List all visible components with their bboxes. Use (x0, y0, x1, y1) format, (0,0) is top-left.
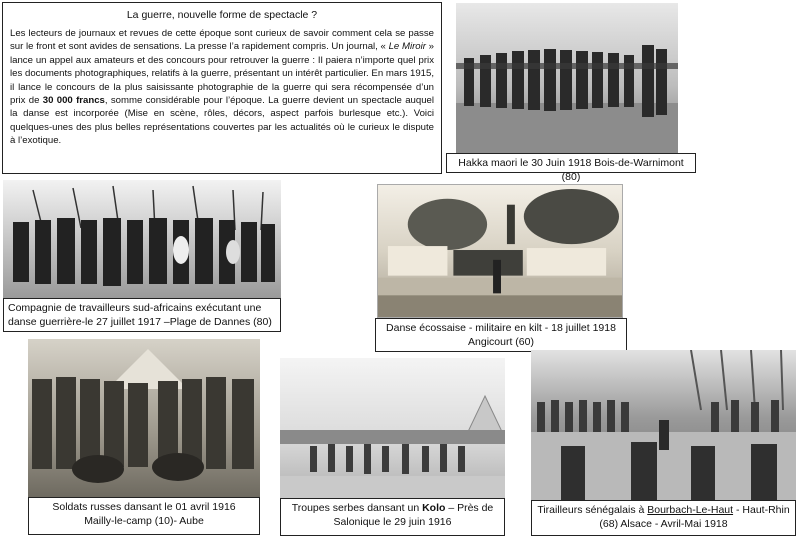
photo-tirailleurs-senegalais-image (531, 350, 796, 500)
caption-sud-africains-line-1: Compagnie de travailleurs sud-africains exécutant une (8, 302, 262, 314)
journal-name: Le Miroir (388, 41, 426, 53)
photo-troupes-serbes-image (280, 358, 505, 498)
caption-troupes-serbes-part-a: Troupes serbes dansant un (291, 502, 423, 514)
intro-title: La guerre, nouvelle forme de spectacle ? (126, 9, 318, 21)
caption-soldats-russes (28, 497, 260, 535)
caption-troupes-serbes-line-2: Salonique le 29 juin 1916 (333, 516, 452, 528)
caption-tirailleurs-part-a: Tirailleurs sénégalais à (537, 504, 648, 516)
intro-text-box (2, 2, 442, 174)
photo-sud-africains (3, 180, 281, 298)
photo-soldats-russes (28, 339, 260, 497)
intro-text-part-1: Les lecteurs de journaux et revues de cette époque sont curieux de savoir comment cela se passe sur le front et sont avides de sensations. La presse l’a rapidement compris. Un journal, « (10, 28, 434, 53)
photo-sud-africains-image (3, 180, 281, 298)
caption-troupes-serbes (280, 498, 505, 536)
caption-tirailleurs-senegalais (531, 500, 796, 536)
caption-danse-ecossaise (375, 318, 627, 352)
caption-soldats-russes-line-2: Mailly-le-camp (10)- Aube (84, 515, 204, 527)
place-bourbach-le-haut: Bourbach-Le-Haut (647, 504, 734, 516)
caption-tirailleurs-senegalais-line-1 (536, 503, 791, 517)
photo-tirailleurs-senegalais (531, 350, 796, 500)
caption-soldats-russes-line-1: Soldats russes dansant le 01 avril 1916 (52, 501, 236, 513)
intro-text-part-3: , somme considérable pour l’époque. La guerre devient un spectacle auquel la danse est incorporée (Mise en scène, rôles, décors, aspect parfois burlesque etc.). Voici quelques-unes des plus belles représentations couvertes par les actualités où le curieux le dispute à l’exotique. (10, 95, 435, 147)
caption-danse-ecossaise-line-2: Angicourt (60) (468, 336, 534, 348)
kolo-dance-name: Kolo (422, 502, 446, 514)
photo-haka-maori-image (456, 3, 678, 153)
caption-tirailleurs-part-b: - Haut-Rhin (733, 504, 790, 516)
intro-text-part-2: » lance un appel aux amateurs et des concours pour retrouver la guerre : Il paiera n’importe quel prix les documents photographiques, relatifs à la guerre, présentant un intérêt particulier. En mars 1915, il lance le concours de la plus saisissante photographie de la guerre qui sera récompensée d’un prix de (10, 41, 434, 107)
caption-danse-ecossaise-line-1: Danse écossaise - militaire en kilt - 18 juillet 1918 (386, 322, 616, 334)
photo-troupes-serbes (280, 358, 505, 498)
caption-sud-africains (3, 298, 281, 332)
caption-tirailleurs-senegalais-line-2: (68) Alsace - Avril-Mai 1918 (599, 518, 728, 530)
caption-troupes-serbes-part-b: – Près de (445, 502, 494, 514)
photo-haka-maori (456, 3, 678, 153)
caption-haka-maori: Hakka maori le 30 Juin 1918 Bois-de-Warnimont (80) (446, 153, 696, 173)
photo-danse-ecossaise-image (378, 185, 622, 317)
caption-sud-africains-line-2: danse guerrière-le 27 juillet 1917 –Plage de Dannes (80) (8, 316, 272, 328)
prize-amount: 30 000 francs (42, 95, 105, 107)
caption-troupes-serbes-line-1 (285, 501, 500, 515)
photo-soldats-russes-image (28, 339, 260, 497)
intro-paragraph (10, 27, 434, 148)
photo-danse-ecossaise (377, 184, 623, 318)
